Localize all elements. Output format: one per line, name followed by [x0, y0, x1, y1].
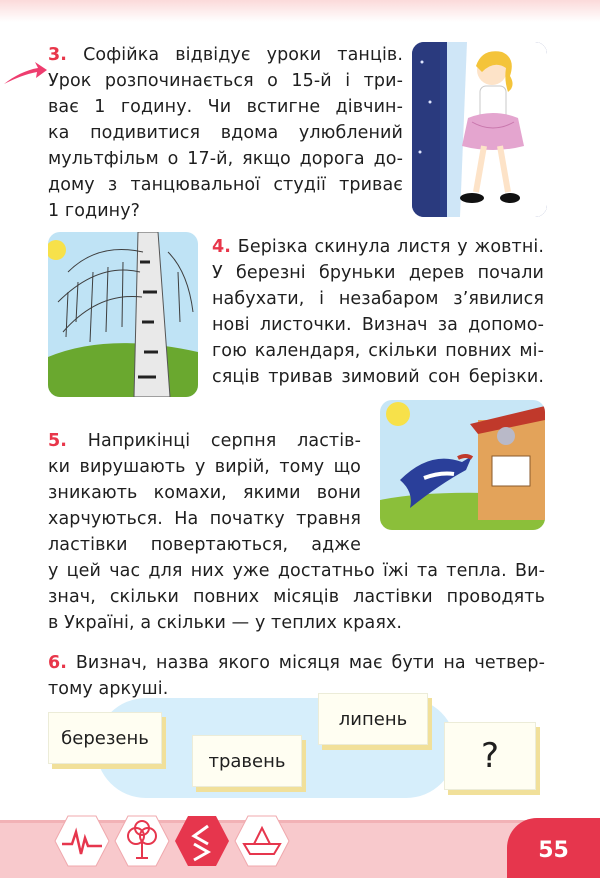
birch-picture	[48, 232, 198, 397]
task-5-continued	[48, 558, 545, 636]
task-4-line-5: гою календаря, скільки повних мі-	[212, 341, 544, 361]
paper-boat-icon	[234, 814, 290, 868]
task-4-line-3: набухати, і незабаром з’явилися	[212, 289, 544, 309]
task-5-line-2: ки вирушають у вирій, тому що	[48, 457, 361, 477]
task-6	[48, 650, 545, 702]
dancer-illustration	[412, 42, 547, 217]
task-3-line-2: Урок розпочинається о 15-й і три-	[48, 71, 403, 91]
page-number: 55	[507, 818, 600, 878]
task-5-line-3: зникають комахи, якими вони	[48, 483, 361, 503]
compare-icon	[174, 814, 230, 868]
task-5-line-7: знач, скільки повних місяців ластівки проводять	[48, 587, 545, 607]
task-5-line-1: 5. Наприкінці серпня ластів-	[48, 431, 361, 451]
heartbeat-icon	[54, 814, 110, 868]
task-4-line-4: нові листочки. Визнач за допомо-	[212, 315, 544, 335]
swallow-illustration	[380, 400, 545, 530]
tree-icon	[114, 814, 170, 868]
task-5-line-5: ластівки повертаються, адже	[48, 535, 361, 555]
task-5-number: 5.	[48, 431, 68, 451]
task-3-line-3: ває 1 годину. Чи встигне дівчин-	[48, 97, 403, 117]
task-4	[212, 234, 544, 390]
task-5-line-4: харчуються. На початку травня	[48, 509, 361, 529]
task-6-line-1: 6. Визнач, назва якого місяця має бути на четвер-	[48, 653, 545, 673]
task-5-line-8: в Україні, а скільки — у теплих краях.	[48, 613, 403, 633]
task-3-line-1: 3. Софійка відвідує уроки танців.	[48, 45, 403, 65]
task-3-line-5: мультфільм о 17-й, якщо дорога до-	[48, 149, 403, 169]
task-3-line-4: ка подивитися вдома улюблений	[48, 123, 403, 143]
task-5-line-6: у цей час для них уже достатньо їжі та тепла. Ви-	[48, 561, 545, 581]
dancer-picture	[412, 42, 547, 217]
question-mark: ?	[480, 736, 500, 776]
month-card-2: травень	[192, 735, 302, 787]
task-4-line-6: сяців тривав зимовий сон берізки.	[212, 367, 544, 387]
month-card-question	[444, 722, 536, 790]
swallow-picture	[380, 400, 545, 530]
task-4-line-2: У березні бруньки дерев почали	[212, 263, 544, 283]
top-band	[0, 0, 600, 22]
pointer-arrow-icon	[2, 58, 48, 88]
task-6-line-2: тому аркуші.	[48, 679, 169, 699]
task-3-number: 3.	[48, 45, 68, 65]
task-5	[48, 428, 361, 558]
task-3-line-6: дому з танцювальної студії триває	[48, 175, 403, 195]
task-3-line-7: 1 годину?	[48, 201, 141, 221]
task-4-line-1: 4. Берізка скинула листя у жовтні.	[212, 237, 544, 257]
task-6-number: 6.	[48, 653, 68, 673]
month-card-1: березень	[48, 712, 162, 764]
task-4-number: 4.	[212, 237, 232, 257]
task-3	[48, 42, 403, 224]
birch-illustration	[48, 232, 198, 397]
month-card-3: липень	[318, 693, 428, 745]
